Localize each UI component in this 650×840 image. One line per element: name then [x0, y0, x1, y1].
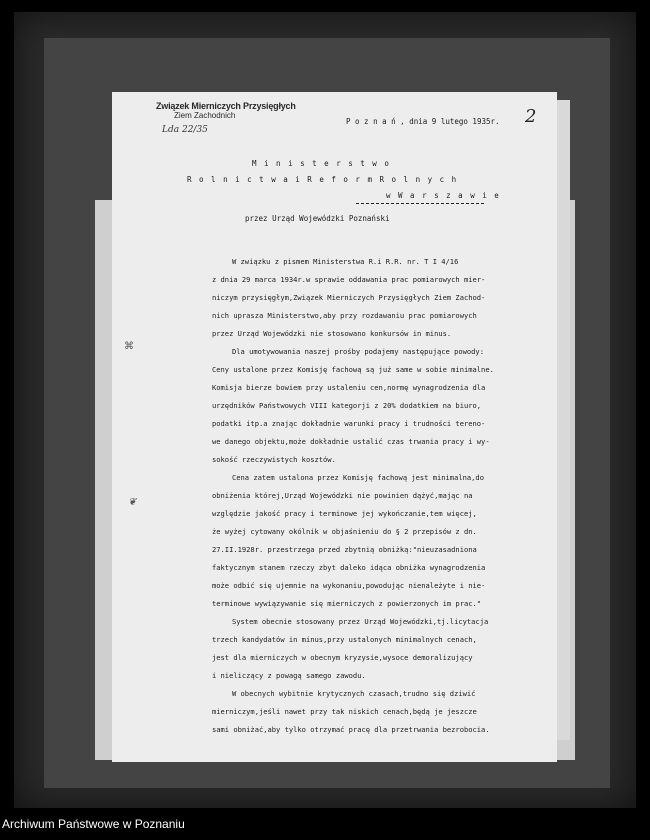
body-line: W obecnych wybitnie krytycznych czasach,trudno się dziwić — [232, 689, 476, 698]
page-number: 2 — [525, 106, 537, 127]
body-line: System obecnie stosowany przez Urząd Wojewódzki,tj.licytacja — [232, 617, 489, 626]
body-line: z dnia 29 marca 1934r.w sprawie oddawania prac pomiarowych mier- — [212, 275, 486, 284]
body-line: może odbić się ujemnie na wykonaniu,powodując nienależyte i nie- — [212, 581, 486, 590]
body-line: obniżenia której,Urząd Wojewódzki nie powinien dążyć,mając na — [212, 491, 473, 500]
body-line: trzech kandydatów in minus,przy ustalonych minimalnych cenach, — [212, 635, 477, 644]
margin-mark-icon: ⌘ — [124, 341, 134, 352]
body-line: przez Urząd Wojewódzki nie stosowano konkursów in minus. — [212, 329, 452, 338]
body-line: i nieliczący z powagą samego zawodu. — [212, 671, 366, 680]
body-line: niczym przysięgłym,Związek Mierniczych Przysięgłych Ziem Zachod- — [212, 293, 486, 302]
handwritten-note: Lda 22/35 — [162, 125, 208, 135]
body-line: jest dla mierniczych w obecnym kryzysie,wysoce demoralizujący — [212, 653, 473, 662]
body-line: W związku z pismem Ministerstwa R.i R.R. nr. T I 4/16 — [232, 257, 459, 266]
document-page — [112, 92, 557, 762]
body-line: względzie jakość pracy i terminowe jej wykończanie,tem więcej, — [212, 509, 477, 518]
body-line: mierniczym,jeśli nawet przy tak niskich cenach,będą je jeszcze — [212, 707, 477, 716]
body-line: urzędników Państwowych VIII kategorji z 20% dodatkiem na biuro, — [212, 401, 482, 410]
body-line: terminowe wywiązywanie się mierniczych z powierzonych im prac." — [212, 599, 482, 608]
address-line-3: w W a r s z a w i e — [386, 191, 501, 200]
body-line: sokość rzeczywistych kosztów. — [212, 455, 336, 464]
body-line: Cena zatem ustalona przez Komisję fachową jest minimalna,do — [232, 473, 484, 482]
body-line: Komisja bierze bowiem przy ustaleniu cen,normę wynagrodzenia dla — [212, 383, 486, 392]
body-line: 27.II.1928r. przestrzega przed zbytnią obniżką:"nieuzasadniona — [212, 545, 477, 554]
address-underline — [356, 203, 484, 204]
archive-caption: Archiwum Państwowe w Poznaniu — [2, 817, 185, 831]
body-line: faktycznym stanem rzeczy zbyt daleko idąca obniżka wynagrodzenia — [212, 563, 486, 572]
body-line: nich uprasza Ministerstwo,aby przy rozdawaniu prac pomiarowych — [212, 311, 477, 320]
margin-mark-icon: ❦ — [128, 497, 137, 508]
organization-stamp — [156, 102, 296, 120]
dateline: P o z n a ń , dnia 9 lutego 1935r. — [346, 117, 500, 126]
body-line: że wyżej cytowany okólnik w objaśnieniu do § 2 przepisów z dn. — [212, 527, 477, 536]
body-line: Ceny ustalone przez Komisję fachową są już same w sobie minimalne. — [212, 365, 494, 374]
address-line-2: R o l n i c t w a i R e f o r m R o l n y c h — [187, 175, 458, 184]
body-line: we danego objektu,może dokładnie ustalić czas trwania pracy i wy- — [212, 437, 490, 446]
body-line: Dla umotywowania naszej prośby podajemy następujące powody: — [232, 347, 484, 356]
address-line-1: M i n i s t e r s t w o — [252, 159, 391, 168]
via-line: przez Urząd Wojewódzki Poznański — [245, 214, 390, 223]
stamp-line-2: Ziem Zachodnich — [174, 111, 236, 120]
body-line: podatki itp.a znając dokładnie warunki pracy i trudności tereno- — [212, 419, 486, 428]
body-line: sami obniżać,aby tylko otrzymać pracę dla przetrwania bezrobocia. — [212, 725, 490, 734]
stamp-line-1: Związek Mierniczych Przysięgłych — [156, 101, 296, 111]
